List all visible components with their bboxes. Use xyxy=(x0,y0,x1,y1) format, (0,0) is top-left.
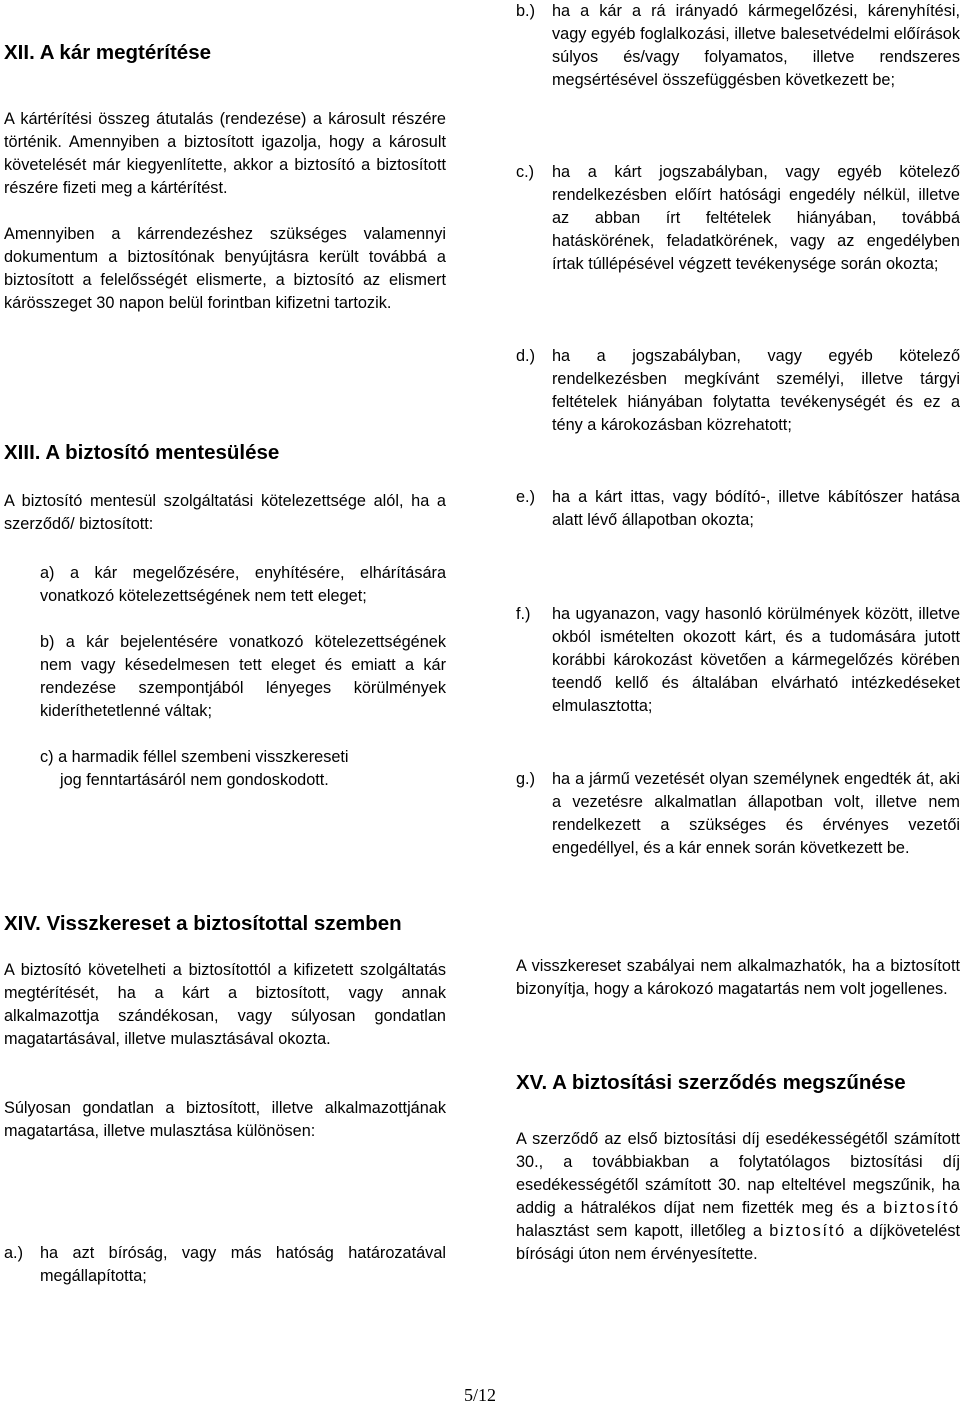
list-item xyxy=(516,345,960,437)
list-label: c.) xyxy=(516,163,535,181)
list-item xyxy=(516,161,960,276)
section-xiv xyxy=(4,911,446,1143)
list-label: f.) xyxy=(516,605,531,623)
list-label: a.) xyxy=(4,1244,24,1262)
paragraph: A biztosító követelheti a biztosítottól a kifizetett szolgáltatás megtérítését, ha a kárt a biztosított, vagy annak alkalmazottja szándékosan, vagy súlyosan gondatlan magatartásával, illetve mulasztásával okozta. xyxy=(4,961,446,1048)
section-heading-xv: XV. A biztosítási szerződés megszűnése xyxy=(516,1071,906,1094)
list-item xyxy=(40,746,446,792)
list-item xyxy=(516,603,960,718)
list-text: ha ugyanazon, vagy hasonló körülmények között, illetve okból ismételten okozott kárt, és a tudomására jutott korábbi károkozást követően a kármegelőzés körében teendő kellő és általában elvárható intézkedéseket elmulasztotta; xyxy=(552,605,960,715)
list-item: a) a kár megelőzésére, enyhítésére, elhárítására vonatkozó kötelezettségének nem tett eleget; xyxy=(40,564,446,605)
paragraph xyxy=(516,1128,960,1266)
section-xv xyxy=(516,1070,960,1266)
section-heading-xiii: XIII. A biztosító mentesülése xyxy=(4,441,280,464)
list-label: e.) xyxy=(516,488,536,506)
list-text: ha a jármű vezetését olyan személynek engedték át, aki a vezetésre alkalmatlan állapotban volt, illetve nem rendelkezett a szükséges és érvényes vezetői engedéllyel, és a kár ennek során következett be. xyxy=(552,770,960,857)
paragraph: Amennyiben a kárrendezéshez szükséges valamennyi dokumentum a biztosítónak benyújtásra került továbbá a biztosított a felelősségét elismerte, a biztosító az elismert kárösszeget 30 napon belül forintban kifizetni tartozik. xyxy=(4,225,446,312)
list-item xyxy=(516,0,960,92)
list-item: b) a kár bejelentésére vonatkozó kötelezettségének nem vagy késedelmesen tett eleget és emiatt a kár rendezése szempontjából lényeges körülmények kideríthetetlenné váltak; xyxy=(40,633,446,720)
paragraph-text: a díjkövetelést bírósági úton nem érvényesítette. xyxy=(516,1222,960,1263)
list-label: g.) xyxy=(516,770,536,788)
exemption-list xyxy=(40,562,446,792)
section-heading-xiv: XIV. Visszkereset a biztosítottal szemben xyxy=(4,912,402,935)
section-xiv-continued xyxy=(516,955,960,1001)
list-item xyxy=(4,1242,446,1288)
list-item-line: jog fenntartásáról nem gondoskodott. xyxy=(60,771,329,789)
page-number: 5/12 xyxy=(463,1385,496,1405)
section-heading-xii: XII. A kár megtérítése xyxy=(4,41,211,64)
paragraph: Súlyosan gondatlan a biztosított, illetve alkalmazottjának magatartása, illetve mulasztása különösen: xyxy=(4,1099,446,1140)
list-text: ha a kár a rá irányadó kármegelőzési, kárenyhítési, vagy egyéb foglalkozási, illetve balesetvédelmi előírások súlyos és/vagy folyamatos, illetve rendszeres megsértésével összefüggésben következett be; xyxy=(552,2,960,89)
list-item xyxy=(516,768,960,860)
list-label: d.) xyxy=(516,347,536,365)
list-label: b.) xyxy=(516,2,536,20)
list-item xyxy=(516,486,960,532)
list-text: ha a kárt ittas, vagy bódító-, illetve kábítószer hatása alatt lévő állapotban okozta; xyxy=(552,488,960,529)
spaced-word: biztosító xyxy=(769,1222,847,1240)
section-xii xyxy=(4,40,446,315)
list-text: ha a jogszabályban, vagy egyéb kötelező rendelkezésben megkívánt személyi, illetve tárgyi feltételek hiányában folytatta tevékenységét és ez a tény a károkozásban közrehatott; xyxy=(552,347,960,434)
paragraph-text: halasztást sem kapott, illetőleg a xyxy=(516,1222,770,1240)
paragraph-text: A szerződő az első biztosítási díj esedékességétől számított 30., a továbbiakban a folytatólagos biztosítási díj esedékességétől számított 30. nap elteltével megszűnik, ha addig a hátralékos díjat nem fizették meg és a xyxy=(516,1130,960,1217)
paragraph: A biztosító mentesül szolgáltatási kötelezettsége alól, ha a szerződő/ biztosított: xyxy=(4,492,446,533)
section-xiii xyxy=(4,440,446,536)
list-text: ha azt bíróság, vagy más hatóság határozatával megállapította; xyxy=(40,1244,446,1285)
paragraph: A visszkereset szabályai nem alkalmazhatók, ha a biztosított bizonyítja, hogy a károkozó magatartás nem volt jogellenes. xyxy=(516,957,960,998)
exemption-list-continued xyxy=(516,0,960,900)
list-item-line: c) a harmadik féllel szembeni visszkereseti xyxy=(40,748,349,766)
list-text: ha a kárt jogszabályban, vagy egyéb kötelező rendelkezésben előírt hatósági engedély nélkül, illetve az abban írt feltételek hiányában, továbbá hatáskörének, feladatkörének, vagy az engedélyben írtak túllépésével végzett tevékenysége során okozta; xyxy=(552,163,960,273)
paragraph: A kártérítési összeg átutalás (rendezése) a károsult részére történik. Amennyiben a biztosított igazolja, hogy a károsult követelését már kiegyenlítette, akkor a biztosító a biztosított részére fizeti meg a kártérítést. xyxy=(4,110,446,197)
spaced-word: biztosító xyxy=(883,1199,960,1217)
